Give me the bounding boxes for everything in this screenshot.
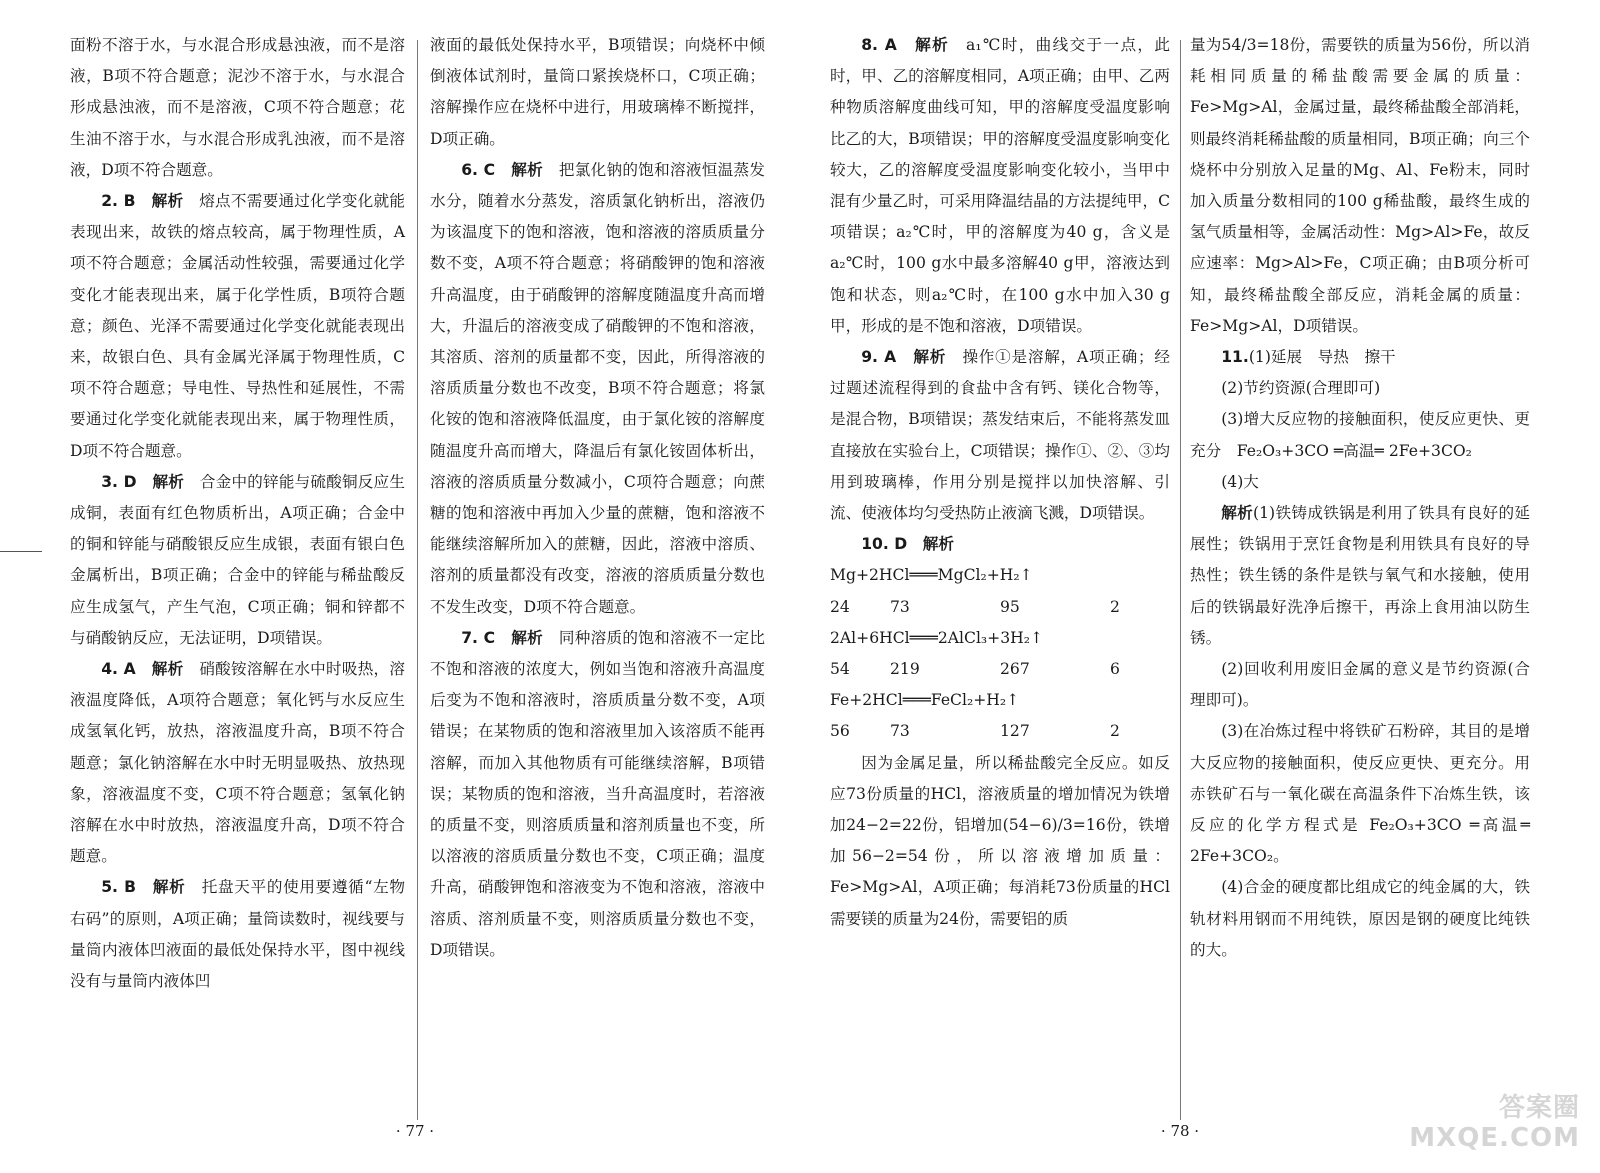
answer-8: 8. A 解析 a₁℃时，曲线交于一点，此时，甲、乙的溶解度相同，A项正确；由甲、乙两种物质溶解度曲线可知，甲的溶解度受温度影响比乙的大，B项错误；甲的溶解度受温度影响变化较大，乙的溶解度受温度影响变化较小，当甲中混有少量乙时，可采用降温结晶的方法提纯甲，C项错误；a₂℃时，甲的溶解度为40 g，含义是a₂℃时，100 g水中最多溶解40 g甲，溶液达到饱和状态，则a₂℃时，在100 g水中加入30 g甲，形成的是不饱和溶液，D项错误。 — [830, 36, 1170, 335]
answer-5-continuation: 液面的最低处保持水平，B项错误；向烧杯中倾倒液体试剂时，量筒口紧挨烧杯口，C项正确；溶解操作应在烧杯中进行，用玻璃棒不断搅拌，D项正确。 — [430, 36, 765, 148]
answer-11-part1: 11.(1)延展 导热 擦干 — [1221, 348, 1396, 367]
column-divider — [1180, 40, 1181, 1120]
answer-10-continuation: 量为54/3=18份，需要铁的质量为56份，所以消耗相同质量的稀盐酸需要金属的质量：Fe>Mg>Al，金属过量，最终稀盐酸全部消耗，则最终消耗稀盐酸的质量相同，B项正确；向三个烧杯中分别放入足量的Mg、Al、Fe粉末，同时加入质量分数相同的100 g稀盐酸，最终生成的氢气质量相等，金属活动性：Mg>Al>Fe，故反应速率：Mg>Al>Fe，C项正确；由B项分析可知，最终稀盐酸全部反应，消耗金属的质量：Fe>Mg>Al，D项错误。 — [1190, 36, 1530, 335]
answer-3: 3. D 解析 合金中的锌能与硫酸铜反应生成铜，表面有红色物质析出，A项正确；合金中的铜和锌能与硝酸银反应生成银，表面有银白色金属析出，B项正确；合金中的锌能与稀盐酸反应生成氢气，产生气泡，C项正确；铜和锌都不与硝酸钠反应，无法证明，D项错误。 — [70, 472, 405, 647]
equation-al: 2Al+6HCl═══2AlCl₃+3H₂↑ — [830, 628, 1044, 647]
answer-continuation: 面粉不溶于水，与水混合形成悬浊液，而不是溶液，B项不符合题意；泥沙不溶于水，与水混合形成悬浊液，而不是溶液，C项不符合题意；花生油不溶于水，与水混合形成乳浊液，而不是溶液，D项不符合题意。 — [70, 36, 405, 179]
margin-mark — [0, 551, 42, 552]
answer-2: 2. B 解析 熔点不需要通过化学变化就能表现出来，故铁的熔点较高，属于物理性质，A项不符合题意；金属活动性较强，需要通过化学变化才能表现出来，属于化学性质，B项符合题意；颜色、光泽不需要通过化学变化就能表现出来，故银白色、具有金属光泽属于物理性质，C项不符合题意；导电性、导热性和延展性，不需要通过化学变化就能表现出来，属于物理性质，D项不符合题意。 — [70, 192, 405, 460]
answer-11-part3: (3)增大反应物的接触面积，使反应更快、更充分 Fe₂O₃+3CO ═高温═ 2Fe+3CO₂ — [1190, 410, 1530, 460]
answer-5: 5. B 解析 托盘天平的使用要遵循“左物右码”的原则，A项正确；量筒读数时，视线要与量筒内液体凹液面的最低处保持水平，图中视线没有与量筒内液体凹 — [70, 878, 405, 991]
equation-mg-masses: 24 73 95 2 — [830, 597, 1120, 616]
answer-10-explanation: 因为金属足量，所以稀盐酸完全反应。如反应73份质量的HCl，溶液质量的增加情况为铁增加24−2=22份，铝增加(54−6)/3=16份，铁增加56−2=54份，所以溶液增加质量：Fe>Mg>Al，A项正确；每消耗73份质量的HCl需要镁的质量为24份，需要铝的质 — [830, 753, 1170, 928]
page-number: · 78 · — [1160, 1122, 1200, 1140]
answer-4: 4. A 解析 硝酸铵溶解在水中时吸热，溶液温度降低，A项符合题意；氧化钙与水反应生成氢氧化钙，放热，溶液温度升高，B项不符合题意；氯化钠溶解在水中时无明显吸热、放热现象，溶液温度不变，C项不符合题意；氢氧化钠溶解在水中时放热，溶液温度升高，D项不符合题意。 — [70, 660, 405, 866]
answer-11-explanation-2: (2)回收利用废旧金属的意义是节约资源(合理即可)。 — [1190, 660, 1530, 710]
right-column-1 — [830, 30, 1170, 935]
answer-11-explanation-1: 解析(1)铁铸成铁锅是利用了铁具有良好的延展性；铁锅用于烹饪食物是利用铁具有良好的导热性；铁生锈的条件是铁与氧气和水接触，使用后的铁锅最好洗净后擦干，再涂上食用油以防生锈。 — [1190, 504, 1530, 647]
equation-al-masses: 54 219 267 6 — [830, 660, 1120, 679]
answer-11-part4: (4)大 — [1221, 472, 1259, 491]
equation-fe: Fe+2HCl═══FeCl₂+H₂↑ — [830, 691, 1020, 710]
answer-11-part2: (2)节约资源(合理即可) — [1221, 379, 1381, 398]
watermark-logo: 答案圈 MXQE.COM — [1409, 1093, 1580, 1153]
equation-fe-masses: 56 73 127 2 — [830, 722, 1120, 741]
equation-mg: Mg+2HCl═══MgCl₂+H₂↑ — [830, 566, 1033, 585]
answer-10: 10. D 解析 — [861, 535, 954, 554]
left-column-2 — [430, 30, 765, 966]
column-divider — [417, 40, 418, 1120]
answer-11-explanation-3: (3)在冶炼过程中将铁矿石粉碎，其目的是增大反应物的接触面积，使反应更快、更充分。用赤铁矿石与一氧化碳在高温条件下冶炼生铁，该反应的化学方程式是 Fe₂O₃+3CO ═高温═ 2Fe+3CO₂。 — [1190, 722, 1530, 866]
answer-7: 7. C 解析 同种溶质的饱和溶液不一定比不饱和溶液的浓度大，例如当饱和溶液升高温度后变为不饱和溶液时，溶质质量分数不变，A项错误；在某物质的饱和溶液里加入该溶质不能再溶解，而加入其他物质有可能继续溶解，B项错误；某物质的饱和溶液，当升高温度时，若溶液的质量不变，则溶质质量和溶剂质量也不变，所以溶液的溶质质量分数也不变，C项正确；温度升高，硝酸钾饱和溶液变为不饱和溶液，溶液中溶质、溶剂质量不变，则溶质质量分数也不变，D项错误。 — [430, 628, 765, 959]
answer-11-explanation-4: (4)合金的硬度都比组成它的纯金属的大，铁轨材料用钢而不用纯铁，原因是钢的硬度比纯铁的大。 — [1190, 878, 1530, 959]
answer-6: 6. C 解析 把氯化钠的饱和溶液恒温蒸发水分，随着水分蒸发，溶质氯化钠析出，溶液仍为该温度下的饱和溶液，饱和溶液的溶质质量分数不变，A项不符合题意；将硝酸钾的饱和溶液升高温度，由于硝酸钾的溶解度随温度升高而增大，升温后的溶液变成了硝酸钾的不饱和溶液，其溶质、溶剂的质量都不变，因此，所得溶液的溶质质量分数也不改变，B项不符合题意；将氯化铵的饱和溶液降低温度，由于氯化铵的溶解度随温度升高而增大，降温后有氯化铵固体析出，溶液的溶质质量分数减小，C项符合题意；向蔗糖的饱和溶液中再加入少量的蔗糖，饱和溶液不能继续溶解所加入的蔗糖，因此，溶液中溶质、溶剂的质量都没有改变，溶液的溶质质量分数也不发生改变，D项不符合题意。 — [430, 160, 765, 616]
page-number: · 77 · — [395, 1122, 435, 1140]
left-page — [70, 30, 765, 1140]
left-column-1 — [70, 30, 405, 997]
right-column-2 — [1190, 30, 1530, 966]
answer-9: 9. A 解析 操作①是溶解，A项正确；经过题述流程得到的食盐中含有钙、镁化合物等，是混合物，B项错误；蒸发结束后，不能将蒸发皿直接放在实验台上，C项错误；操作①、②、③均用到玻璃棒，作用分别是搅拌以加快溶解、引流、使液体均匀受热防止液滴飞溅，D项错误。 — [830, 348, 1170, 523]
right-page — [830, 30, 1530, 1140]
